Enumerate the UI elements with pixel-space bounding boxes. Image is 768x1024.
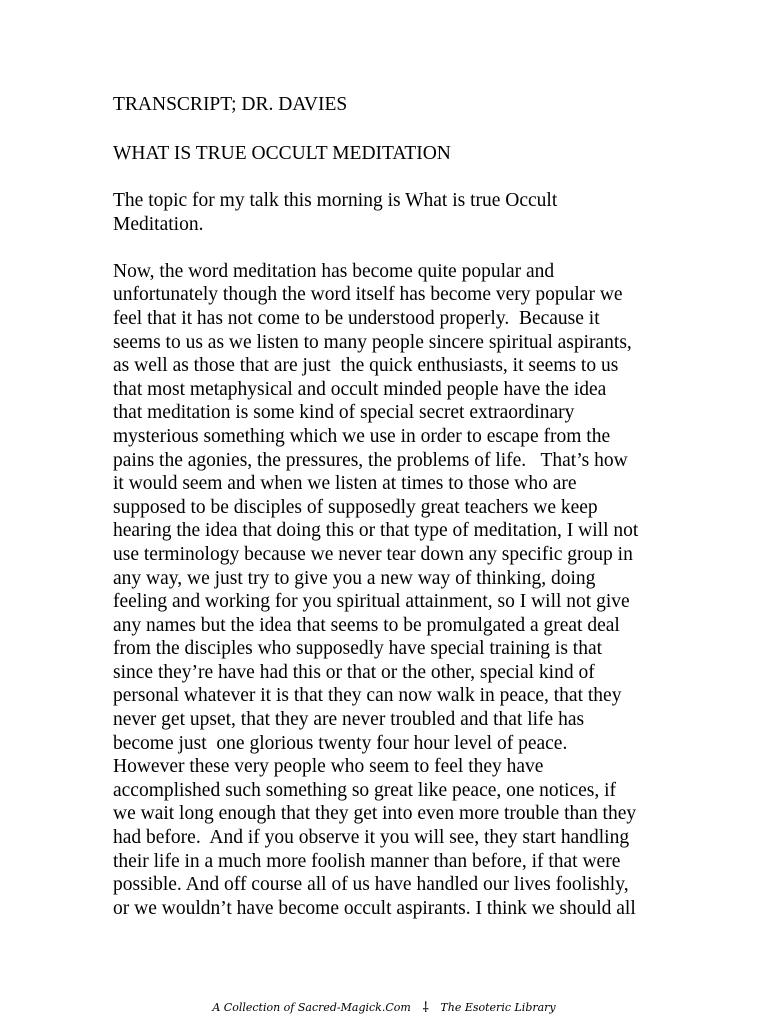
text-line: Now, the word meditation has become quite popular and xyxy=(113,260,555,282)
text-line: from the disciples who supposedly have special training is that xyxy=(113,638,603,660)
text-line: personal whatever it is that they can now walk in peace, that they xyxy=(113,685,622,707)
page-footer xyxy=(0,1000,768,1016)
text-line: feeling and working for you spiritual attainment, so I will not give xyxy=(113,591,630,613)
text-line: seems to us as we listen to many people sincere spiritual aspirants, xyxy=(113,331,632,353)
text-line: since they’re have had this or that or the other, special kind of xyxy=(113,661,595,683)
text-line: accomplished such something so great like peace, one notices, if xyxy=(113,779,617,801)
text-line: possible. And off course all of us have handled our lives foolishly, xyxy=(113,874,629,896)
text-line: However these very people who seem to feel they have xyxy=(113,756,544,778)
ornament-icon: ⸸ xyxy=(422,1000,429,1016)
footer-left-text: A Collection of Sacred-Magick.Com xyxy=(212,1001,411,1014)
text-line: become just one glorious twenty four hour level of peace. xyxy=(113,732,568,754)
text-line: their life in a much more foolish manner than before, if that were xyxy=(113,850,621,872)
paragraph-1 xyxy=(113,189,693,236)
text-line: use terminology because we never tear down any specific group in xyxy=(113,543,633,565)
footer-right-text: The Esoteric Library xyxy=(440,1001,556,1014)
text-line: or we wouldn’t have become occult aspirants. I think we should all xyxy=(113,897,636,919)
document-body xyxy=(113,189,693,920)
text-line: pains the agonies, the pressures, the problems of life. That’s how xyxy=(113,449,628,471)
text-line: never get upset, that they are never troubled and that life has xyxy=(113,709,585,731)
text-line: that meditation is some kind of special secret extraordinary xyxy=(113,402,575,424)
text-line: it would seem and when we listen at times to those who are xyxy=(113,473,577,495)
document-title: TRANSCRIPT; DR. DAVIES xyxy=(113,94,348,115)
text-line: supposed to be disciples of supposedly great teachers we keep xyxy=(113,496,598,518)
text-line: unfortunately though the word itself has become very popular we xyxy=(113,284,623,306)
text-line: we wait long enough that they get into even more trouble than they xyxy=(113,803,637,825)
document-subtitle: WHAT IS TRUE OCCULT MEDITATION xyxy=(113,143,451,164)
text-line: hearing the idea that doing this or that type of meditation, I will not xyxy=(113,520,639,542)
text-line: any way, we just try to give you a new way of thinking, doing xyxy=(113,567,596,589)
text-line: The topic for my talk this morning is What is true Occult xyxy=(113,190,558,211)
text-line: Meditation. xyxy=(113,213,204,235)
text-line: feel that it has not come to be understood properly. Because it xyxy=(113,307,600,329)
paragraph-gap xyxy=(113,236,693,260)
text-line: as well as those that are just the quick enthusiasts, it seems to us xyxy=(113,355,619,377)
text-line: had before. And if you observe it you will see, they start handling xyxy=(113,827,630,849)
text-line: mysterious something which we use in order to escape from the xyxy=(113,425,611,447)
text-line: that most metaphysical and occult minded people have the idea xyxy=(113,378,607,400)
paragraph-2 xyxy=(113,260,693,921)
text-line: any names but the idea that seems to be promulgated a great deal xyxy=(113,614,620,636)
